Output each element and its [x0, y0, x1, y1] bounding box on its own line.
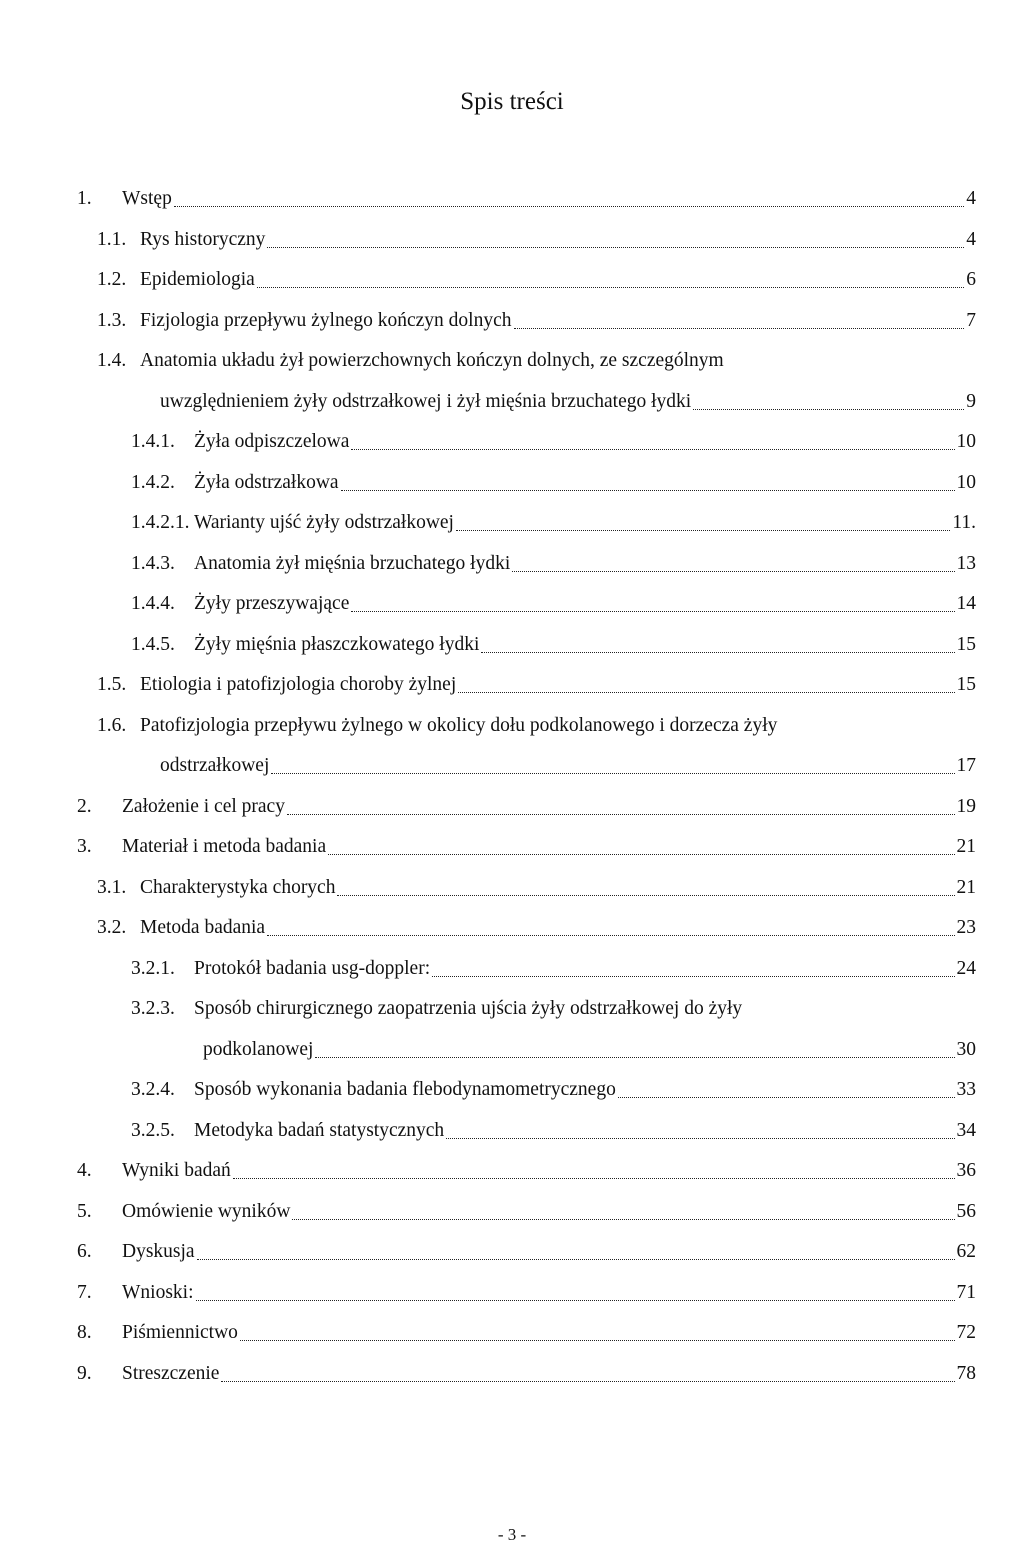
toc-entry-number: 3.2.5.: [131, 1119, 175, 1141]
toc-entry-title: Materiał i metoda badania: [122, 836, 327, 857]
toc-dot-leader: [315, 1056, 954, 1058]
toc-entry: [77, 832, 976, 862]
toc-dot-leader: [446, 1137, 954, 1139]
toc-dot-leader: [337, 894, 954, 896]
toc-entry-number: 1.3.: [97, 309, 127, 331]
toc-entry-page: 21: [956, 876, 976, 898]
toc-entry-title: Wstęp: [122, 188, 172, 209]
toc-entry-title: Anatomia żył mięśnia brzuchatego łydki: [194, 552, 511, 574]
toc-entry-page: 34: [956, 1119, 976, 1141]
toc-entry-page: 17: [956, 755, 976, 776]
toc-entry: [131, 508, 976, 538]
toc-entry: [97, 711, 976, 741]
toc-entry-title: Streszczenie: [122, 1362, 220, 1384]
toc-entry: [131, 630, 976, 660]
toc-entry-number: 7.: [77, 1281, 92, 1303]
toc-entry-number: 1.6.: [97, 714, 127, 736]
toc-entry: [97, 306, 976, 336]
toc-entry-title: Sposób wykonania badania flebodynamometrycznego: [194, 1079, 616, 1100]
toc-entry: [131, 549, 976, 579]
toc-entry-number: 3.1.: [97, 876, 127, 898]
toc-entry-title: Charakterystyka chorych: [140, 876, 336, 898]
toc-entry-continuation: [203, 1035, 976, 1065]
toc-entry-number: 1.4.2.1.: [131, 512, 190, 533]
toc-entry-number: 9.: [77, 1362, 92, 1384]
toc-entry-page: 36: [956, 1160, 976, 1181]
toc-entry-title: Warianty ujść żyły odstrzałkowej: [194, 512, 454, 533]
toc-entry-title: Patofizjologia przepływu żylnego w okolicy dołu podkolanowego i dorzecza żyły: [140, 714, 778, 736]
toc-entry-number: 1.4.5.: [131, 633, 175, 655]
toc-entry-page: 72: [956, 1322, 976, 1343]
toc-dot-leader: [458, 691, 954, 693]
toc-entry: [131, 427, 976, 457]
toc-entry: [131, 468, 976, 498]
toc-entry-title: Metodyka badań statystycznych: [194, 1119, 445, 1141]
toc-entry-page: 4: [966, 188, 976, 209]
toc-entry-number: 3.2.1.: [131, 957, 175, 979]
toc-entry-number: 1.1.: [97, 228, 127, 250]
toc-entry-page: 23: [956, 917, 976, 938]
toc-entry-page: 19: [956, 795, 976, 817]
toc-dot-leader: [174, 205, 964, 207]
toc-dot-leader: [618, 1096, 955, 1098]
toc-entry-page: 11.: [952, 512, 976, 533]
toc-entry-page: 10: [956, 431, 976, 452]
toc-dot-leader: [197, 1258, 955, 1260]
toc-entry-title: Anatomia układu żył powierzchownych kończyn dolnych, ze szczególnym: [140, 350, 724, 371]
toc-entry-title: Epidemiologia: [140, 269, 255, 290]
toc-entry-page: 15: [956, 633, 976, 655]
toc-entry-title: Żyła odstrzałkowa: [194, 471, 339, 493]
toc-entry-title: Rys historyczny: [140, 228, 266, 250]
toc-entry-page: 9: [966, 390, 976, 412]
toc-entry: [97, 913, 976, 943]
toc-entry: [131, 954, 976, 984]
toc-entry-number: 2.: [77, 795, 92, 817]
toc-dot-leader: [351, 610, 954, 612]
toc-entry-title: Etiologia i patofizjologia choroby żylnej: [140, 674, 457, 695]
toc-dot-leader: [233, 1177, 955, 1179]
toc-entry: [97, 873, 976, 903]
toc-entry-title: Piśmiennictwo: [122, 1322, 238, 1343]
toc-entry: [97, 346, 976, 376]
toc-entry: [77, 1318, 976, 1348]
toc-entry-number: 3.2.3.: [131, 998, 175, 1019]
toc-dot-leader: [292, 1218, 954, 1220]
toc-entry-title: Protokół badania usg-doppler:: [194, 957, 431, 979]
toc-entry-page: 15: [956, 674, 976, 695]
toc-entry-title: Sposób chirurgicznego zaopatrzenia ujścia żyły odstrzałkowej do żyły: [194, 998, 743, 1019]
toc-entry-page: 6: [966, 269, 976, 290]
toc-entry-title: Założenie i cel pracy: [122, 795, 285, 817]
toc-dot-leader: [514, 327, 965, 329]
toc-entry-title-cont: podkolanowej: [203, 1038, 314, 1060]
toc-entry-page: 30: [956, 1038, 976, 1060]
toc-entry-title-cont: uwzględnieniem żyły odstrzałkowej i żył mięśnia brzuchatego łydki: [160, 390, 692, 412]
toc-entry-number: 1.: [77, 188, 92, 209]
toc-entry-number: 3.2.: [97, 917, 127, 938]
toc-entry-number: 1.4.2.: [131, 471, 175, 493]
toc-entry-number: 1.4.3.: [131, 552, 175, 574]
toc-entry-page: 4: [966, 228, 976, 250]
toc-dot-leader: [481, 651, 954, 653]
toc-entry: [77, 792, 976, 822]
toc-dot-leader: [341, 489, 955, 491]
toc-entry: [77, 1278, 976, 1308]
toc-entry: [77, 1237, 976, 1267]
toc-entry-number: 4.: [77, 1160, 92, 1181]
toc-entry: [97, 265, 976, 295]
toc-entry-page: 7: [966, 309, 976, 331]
toc-entry-page: 13: [956, 552, 976, 574]
toc-entry-title: Fizjologia przepływu żylnego kończyn dolnych: [140, 309, 512, 331]
toc-entry: [77, 1156, 976, 1186]
toc-dot-leader: [328, 853, 954, 855]
toc-dot-leader: [257, 286, 964, 288]
toc-dot-leader: [240, 1339, 955, 1341]
toc-entry: [131, 994, 976, 1024]
toc-entry-number: 6.: [77, 1241, 92, 1262]
toc-entry-continuation: [160, 751, 976, 781]
toc-entry: [131, 1116, 976, 1146]
toc-entry-number: 1.2.: [97, 269, 127, 290]
toc-entry-page: 14: [956, 593, 976, 614]
toc-entry-title: Wyniki badań: [122, 1160, 231, 1181]
toc-entry: [77, 1197, 976, 1227]
toc-entry-number: 1.5.: [97, 674, 127, 695]
toc-entry: [131, 589, 976, 619]
toc-dot-leader: [456, 529, 950, 531]
page-title: Spis treści: [460, 88, 564, 115]
toc-entry-number: 5.: [77, 1200, 92, 1222]
toc-entry-title-cont: odstrzałkowej: [160, 755, 270, 776]
toc-entry: [97, 670, 976, 700]
toc-entry: [77, 1359, 976, 1389]
toc-dot-leader: [693, 408, 964, 410]
toc-dot-leader: [432, 975, 954, 977]
toc-entry-number: 3.2.4.: [131, 1079, 175, 1100]
toc-entry-page: 24: [956, 957, 976, 979]
toc-entry-title: Metoda badania: [140, 917, 266, 938]
toc-dot-leader: [267, 246, 964, 248]
toc-dot-leader: [512, 570, 954, 572]
toc-dot-leader: [351, 448, 954, 450]
toc-entry-page: 33: [956, 1079, 976, 1100]
toc-entry-page: 62: [956, 1241, 976, 1262]
toc-entry-number: 1.4.4.: [131, 593, 175, 614]
toc-entry-title: Wnioski:: [122, 1281, 194, 1303]
toc-dot-leader: [221, 1380, 954, 1382]
toc-entry-title: Żyła odpiszczelowa: [194, 431, 350, 452]
toc-entry-continuation: [160, 387, 976, 417]
toc-entry-page: 10: [956, 471, 976, 493]
toc-entry-title: Żyły mięśnia płaszczkowatego łydki: [194, 633, 480, 655]
toc-entry-number: 3.: [77, 836, 92, 857]
toc-dot-leader: [287, 813, 955, 815]
toc-entry-page: 56: [956, 1200, 976, 1222]
toc-entry-page: 78: [956, 1362, 976, 1384]
toc-entry: [131, 1075, 976, 1105]
toc-entry-number: 8.: [77, 1322, 92, 1343]
toc-entry-number: 1.4.: [97, 350, 127, 371]
toc-dot-leader: [196, 1299, 955, 1301]
toc-dot-leader: [267, 934, 954, 936]
toc-entry: [97, 225, 976, 255]
toc-dot-leader: [271, 772, 954, 774]
toc-entry-page: 71: [956, 1281, 976, 1303]
toc-entry-number: 1.4.1.: [131, 431, 175, 452]
toc-entry-title: Omówienie wyników: [122, 1200, 291, 1222]
toc-entry-title: Dyskusja: [122, 1241, 195, 1262]
toc-entry-page: 21: [956, 836, 976, 857]
toc-entry-title: Żyły przeszywające: [194, 593, 350, 614]
toc-entry: [77, 184, 976, 214]
page-number: - 3 -: [497, 1525, 527, 1544]
